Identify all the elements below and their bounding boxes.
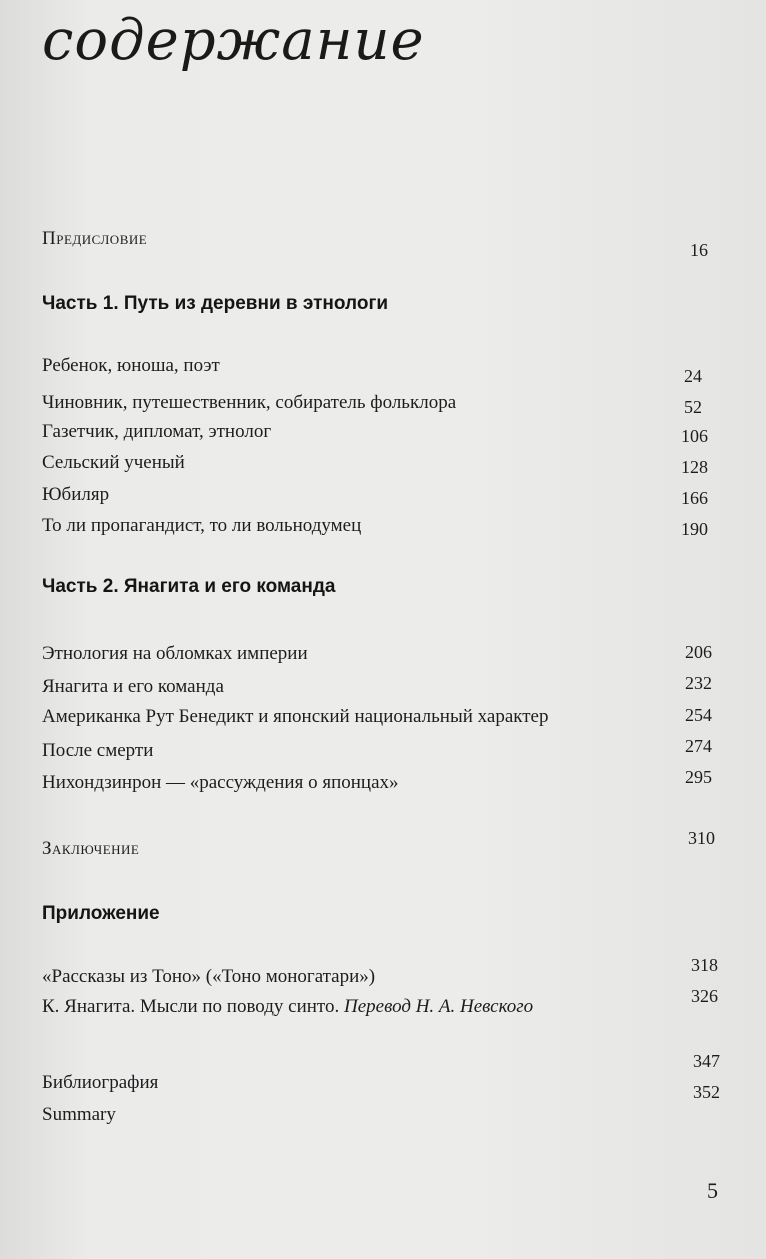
toc-entry: Сельский ученый [42,452,185,473]
part2-heading: Часть 2. Янагита и его команда [42,576,336,597]
toc-entry: То ли пропагандист, то ли вольнодумец [42,515,362,536]
toc-entry: Этнология на обломках империи [42,643,308,664]
appendix-heading: Приложение [42,903,160,924]
toc-entry: Газетчик, дипломат, этнолог [42,421,272,442]
toc-entry: Ребенок, юноша, поэт [42,355,220,376]
toc-entry: Янагита и его команда [42,676,224,697]
toc-entry-preface: Предисловие [42,228,148,249]
toc-page-summary: 352 [693,1082,720,1102]
toc-entry-bibliography: Библиография [42,1072,159,1093]
toc-page: 206 [685,642,712,662]
toc-entry: Юбиляр [42,484,110,505]
toc-page: 232 [685,673,712,693]
toc-entry-translator: Перевод Н. А. Невского [344,996,534,1017]
toc-page: 295 [685,767,712,787]
toc-entry-main: К. Янагита. Мысли по поводу синто. [42,996,340,1017]
toc-page: 190 [681,519,708,539]
toc-entry: Американка Рут Бенедикт и японский национальный характер [42,706,549,727]
toc-page: 318 [691,955,718,975]
toc-entry: Нихондзинрон — «рассуждения о японцах» [42,772,399,793]
toc-entry-summary: Summary [42,1104,116,1125]
toc-entry: «Рассказы из Тоно» («Тоно моногатари») [42,966,376,987]
page-number: 5 [707,1178,718,1203]
toc-page: 24 [684,366,702,386]
toc-page: 166 [681,488,708,508]
part1-heading: Часть 1. Путь из деревни в этнологи [42,293,389,314]
toc-page: 274 [685,736,712,756]
toc-page-preface: 16 [690,240,708,260]
toc-entry: После смерти [42,740,154,761]
toc-entry: Чиновник, путешественник, собиратель фольклора [42,392,457,413]
page-title: содержание [42,8,425,73]
toc-page-bibliography: 347 [693,1051,720,1071]
toc-page: 128 [681,457,708,477]
toc-page: 52 [684,397,702,417]
toc-page: 254 [685,705,712,725]
toc-entry [42,996,533,1018]
toc-page: 106 [681,426,708,446]
toc-page: 326 [691,986,718,1006]
toc-entry-conclusion: Заключение [42,838,140,859]
toc-page-conclusion: 310 [688,828,715,848]
